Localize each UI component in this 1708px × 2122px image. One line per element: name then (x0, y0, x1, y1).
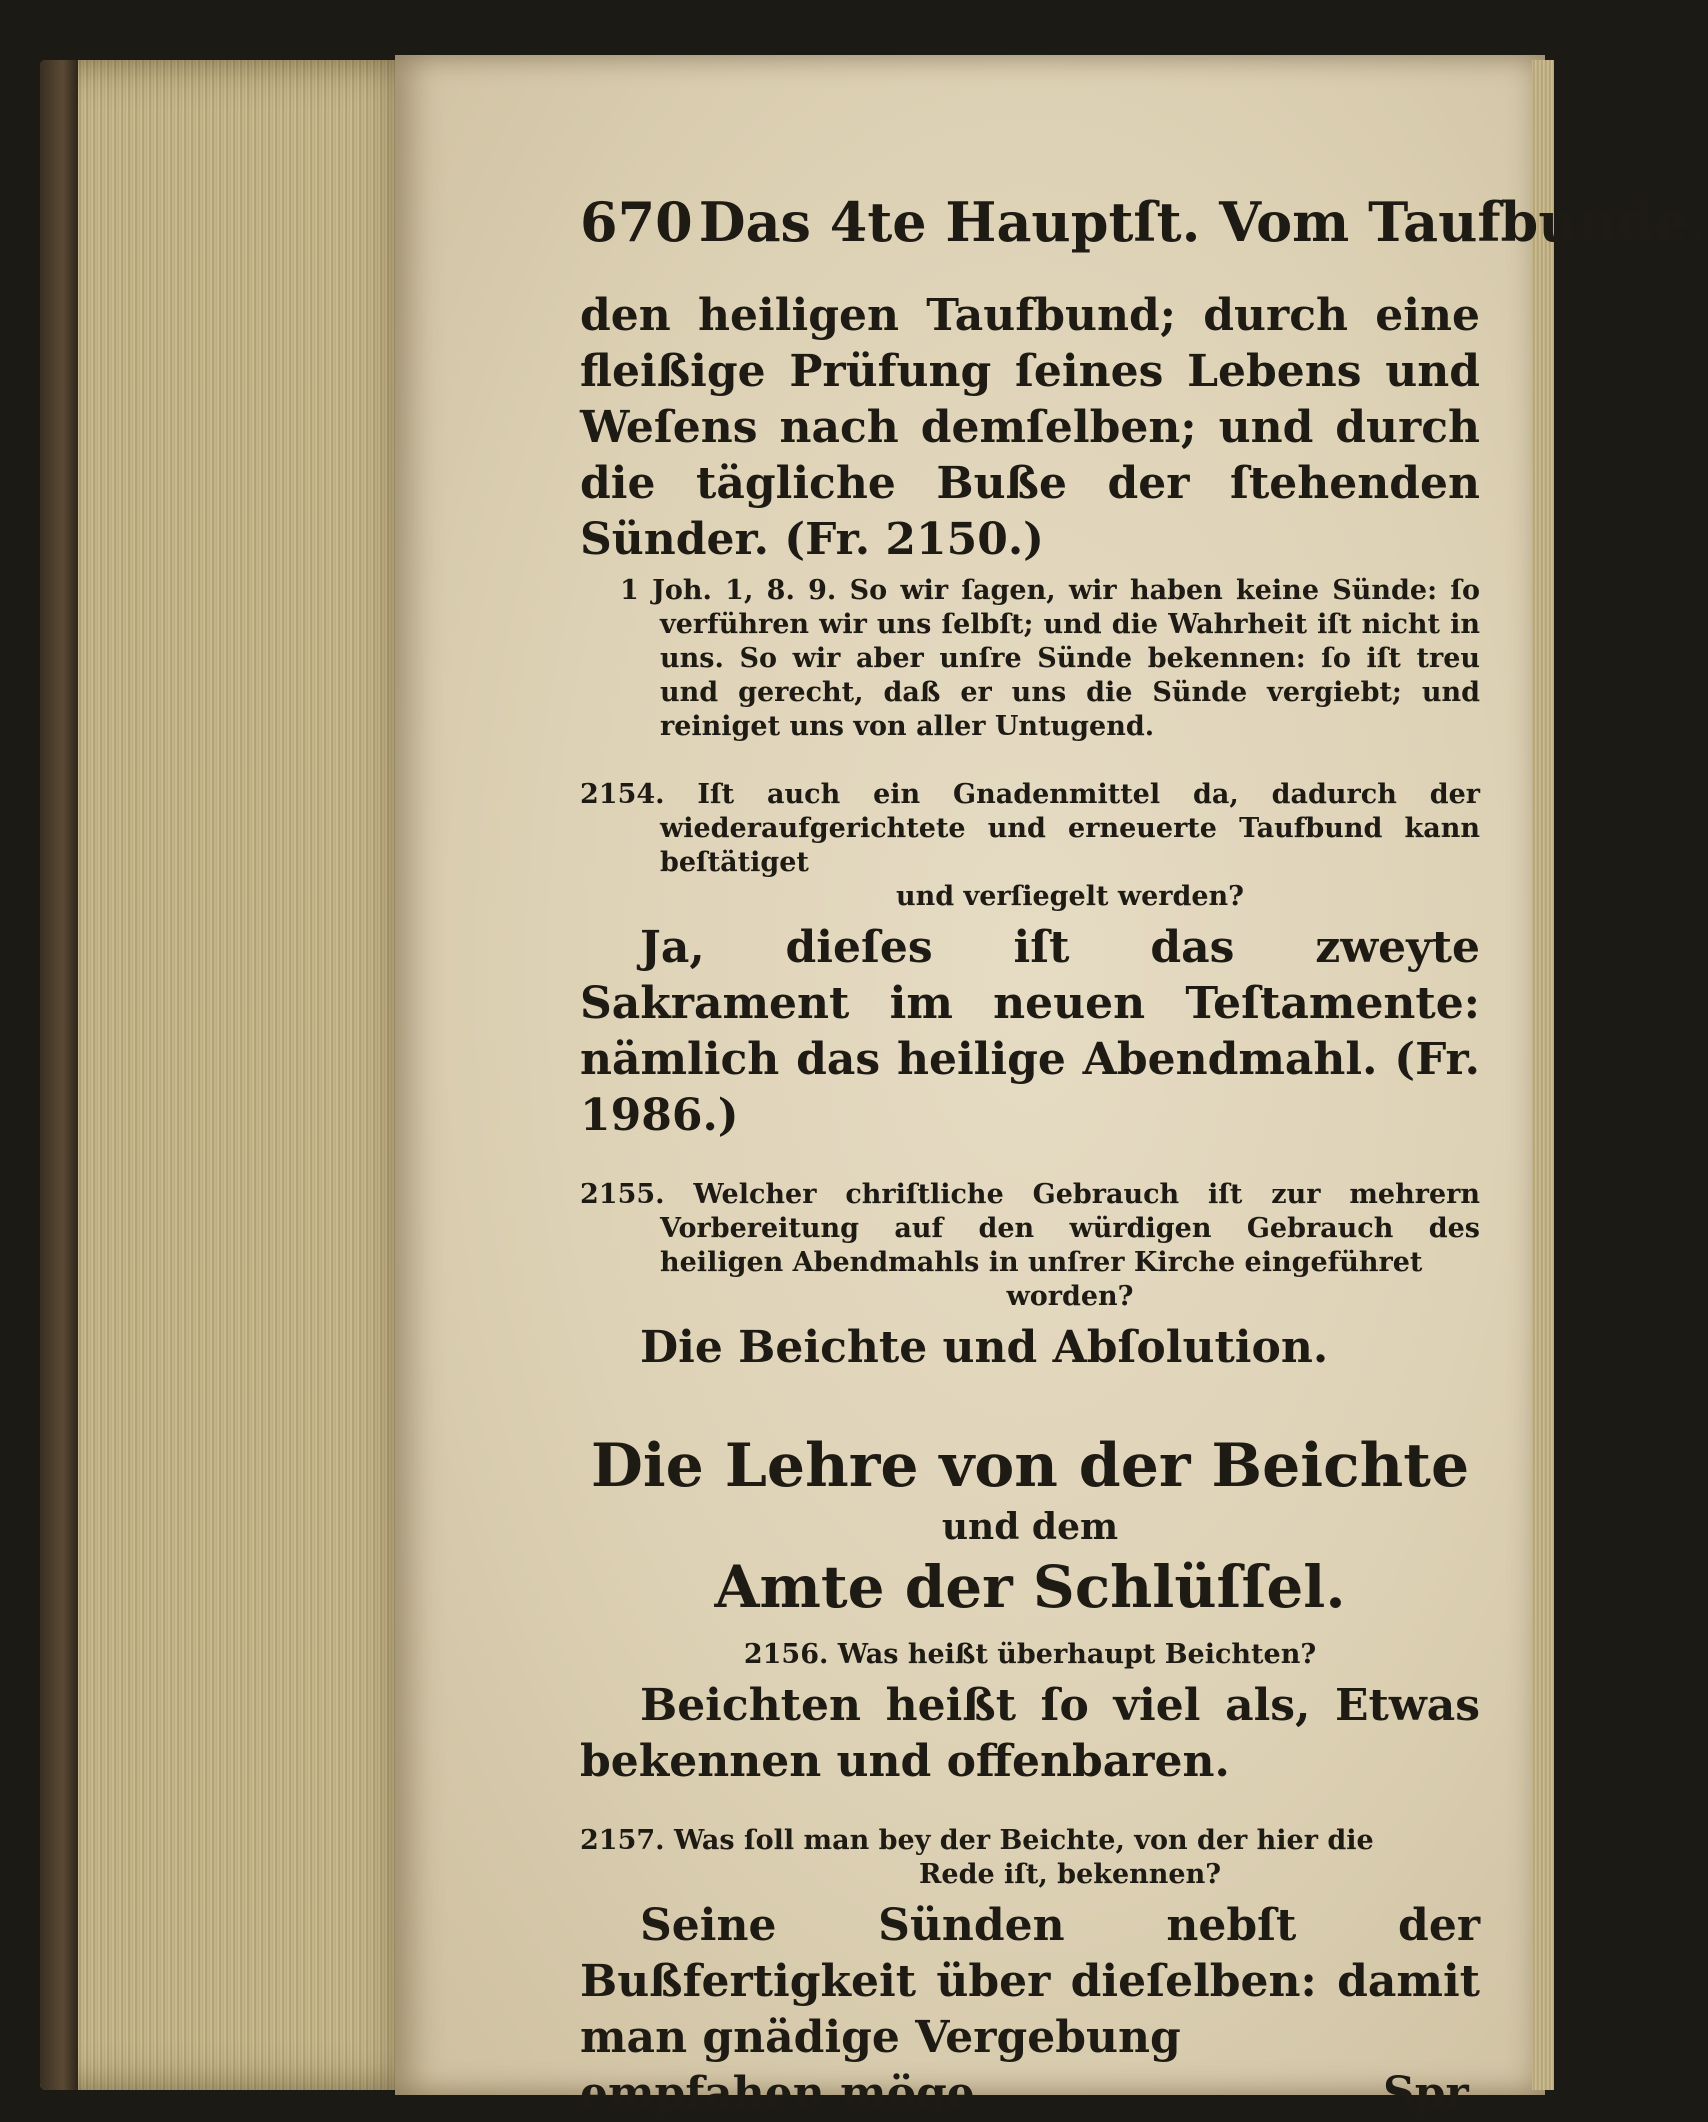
answer-2156: Beichten heißt ſo viel als, Etwas bekennen und offenbaren. (580, 1680, 1480, 1787)
paragraph-continuation: den heiligen Taufbund; durch eine fleißige Prüfung ſeines Lebens und Weſens nach demſelben; und durch die tägliche Buße der ſtehenden Sünder. (Fr. 2150.) (580, 290, 1480, 565)
question-text: 2154. Iſt auch ein Gnadenmittel da, dadurch der wiederaufgerichtete und erneuerte Taufbund kann beſtätiget (580, 779, 1480, 878)
question-2157 (580, 1824, 1480, 1892)
answer-text-last: empfahen möge. (580, 2068, 991, 2119)
answer-2155: Die Beichte und Abſolution. (640, 1322, 1329, 1373)
question-2156: 2156. Was heißt überhaupt Beichten? (743, 1639, 1317, 1670)
question-text-last: worden? (1006, 1281, 1134, 1312)
section-title-connector: und dem (941, 1506, 1119, 1548)
section-title-second: Amte der Schlüſſel. (714, 1553, 1346, 1621)
running-title: Das 4te Hauptſt. Vom Taufbunde. (698, 190, 1708, 254)
bible-citation: 1 Joh. 1, 8. 9. So wir ſagen, wir haben keine Sünde: ſo verführen wir uns ſelbſt; und die Wahrheit iſt nicht in uns. So wir aber unſre Sünde bekennen: ſo iſt treu und gerecht, daß er uns die Sünde vergiebt; und reiniget uns von aller Untugend. (620, 575, 1480, 742)
running-head (580, 190, 1708, 254)
answer-2154: Ja, dieſes iſt das zweyte Sakrament im neuen Teſtamente: nämlich das heilige Abendmahl. (Fr. 1986.) (580, 922, 1480, 1141)
question-text-last: Rede iſt, bekennen? (918, 1859, 1222, 1890)
catchword: Spr. (1382, 2068, 1480, 2119)
question-text-last: und verſiegelt werden? (895, 881, 1245, 912)
book-page-edges (40, 60, 400, 2090)
answer-text: Seine Sünden nebſt der Bußfertigkeit über dieſelben: damit man gnädige Vergebung (580, 1900, 1480, 2063)
question-text: 2157. Was ſoll man bey der Beichte, von der hier die (580, 1825, 1374, 1856)
question-2154 (580, 778, 1480, 914)
question-2155 (580, 1178, 1480, 1314)
section-title: Die Lehre von der Beichte (590, 1431, 1470, 1501)
page-number: 670 (580, 190, 693, 254)
answer-2157-last-line (580, 2066, 1480, 2122)
book-cover-edge (40, 60, 78, 2090)
question-text: 2155. Welcher chriſtliche Gebrauch iſt zur mehrern Vorbereitung auf den würdigen Gebrauch des heiligen Abendmahls in unſrer Kirche eingeführet (580, 1179, 1480, 1278)
page-text (580, 180, 1708, 2122)
page-right-edge (1532, 60, 1554, 2090)
answer-2157 (580, 1898, 1480, 2066)
